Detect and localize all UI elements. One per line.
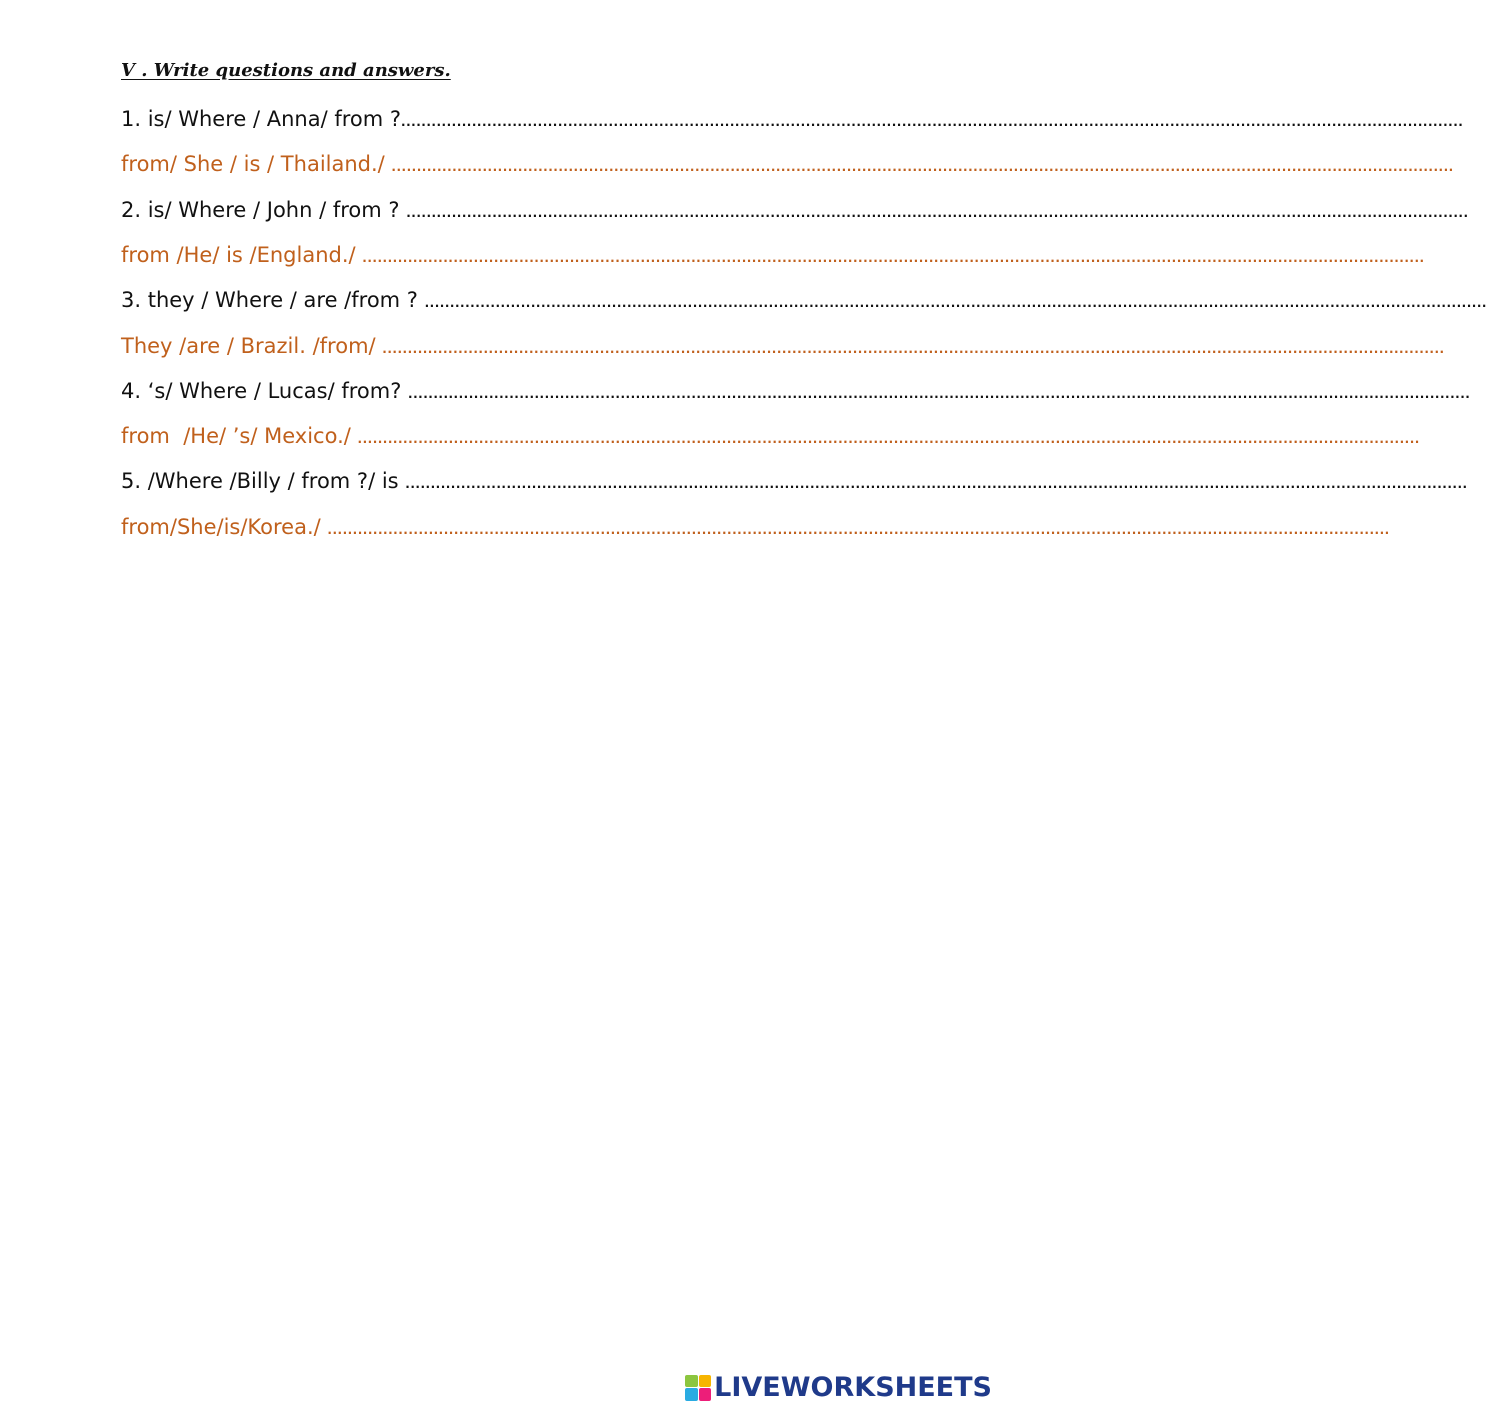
answer-text: from/ She / is / Thailand./ (121, 152, 392, 176)
question-text: 3. they / Where / are /from ? (121, 288, 425, 312)
question-line-4 (121, 376, 1471, 406)
brand-name: LIVEWORKSHEETS (714, 1372, 992, 1403)
answer-blank[interactable]: .................................................................................................................................................................................................................. (327, 523, 1390, 537)
question-line-5 (121, 466, 1468, 496)
answer-blank[interactable]: .................................................................................................................................................................................................................. (357, 432, 1420, 446)
answer-blank[interactable]: .................................................................................................................................................................................................................. (424, 296, 1487, 310)
answer-blank[interactable]: .................................................................................................................................................................................................................. (408, 387, 1471, 401)
answer-blank[interactable]: .................................................................................................................................................................................................................. (391, 160, 1454, 174)
question-line-3 (121, 285, 1487, 315)
answer-line-3 (121, 331, 1445, 361)
answer-blank[interactable]: .................................................................................................................................................................................................................. (362, 251, 1425, 265)
answer-blank[interactable]: .................................................................................................................................................................................................................. (382, 342, 1445, 356)
liveworksheets-logo-icon (685, 1375, 711, 1401)
question-line-2 (121, 195, 1469, 225)
answer-text: from /He/ ’s/ Mexico./ (121, 424, 358, 448)
question-line-1 (121, 104, 1464, 134)
question-text: 1. is/ Where / Anna/ from ? (121, 107, 402, 131)
question-text: 5. /Where /Billy / from ?/ is (121, 469, 406, 493)
answer-text: from/She/is/Korea./ (121, 515, 328, 539)
question-text: 2. is/ Where / John / from ? (121, 198, 407, 222)
answer-line-1 (121, 149, 1454, 179)
answer-text: They /are / Brazil. /from/ (121, 334, 383, 358)
answer-line-4 (121, 421, 1420, 451)
liveworksheets-logo (685, 1372, 992, 1403)
answer-line-5 (121, 512, 1390, 542)
answer-blank[interactable]: .................................................................................................................................................................................................................. (406, 206, 1469, 220)
answer-blank[interactable]: .................................................................................................................................................................................................................. (405, 477, 1468, 491)
answer-line-2 (121, 240, 1425, 270)
exercise-heading: V . Write questions and answers. (121, 60, 451, 81)
answer-blank[interactable]: .................................................................................................................................................................................................................. (401, 115, 1464, 129)
answer-text: from /He/ is /England./ (121, 243, 363, 267)
question-text: 4. ‘s/ Where / Lucas/ from? (121, 379, 409, 403)
